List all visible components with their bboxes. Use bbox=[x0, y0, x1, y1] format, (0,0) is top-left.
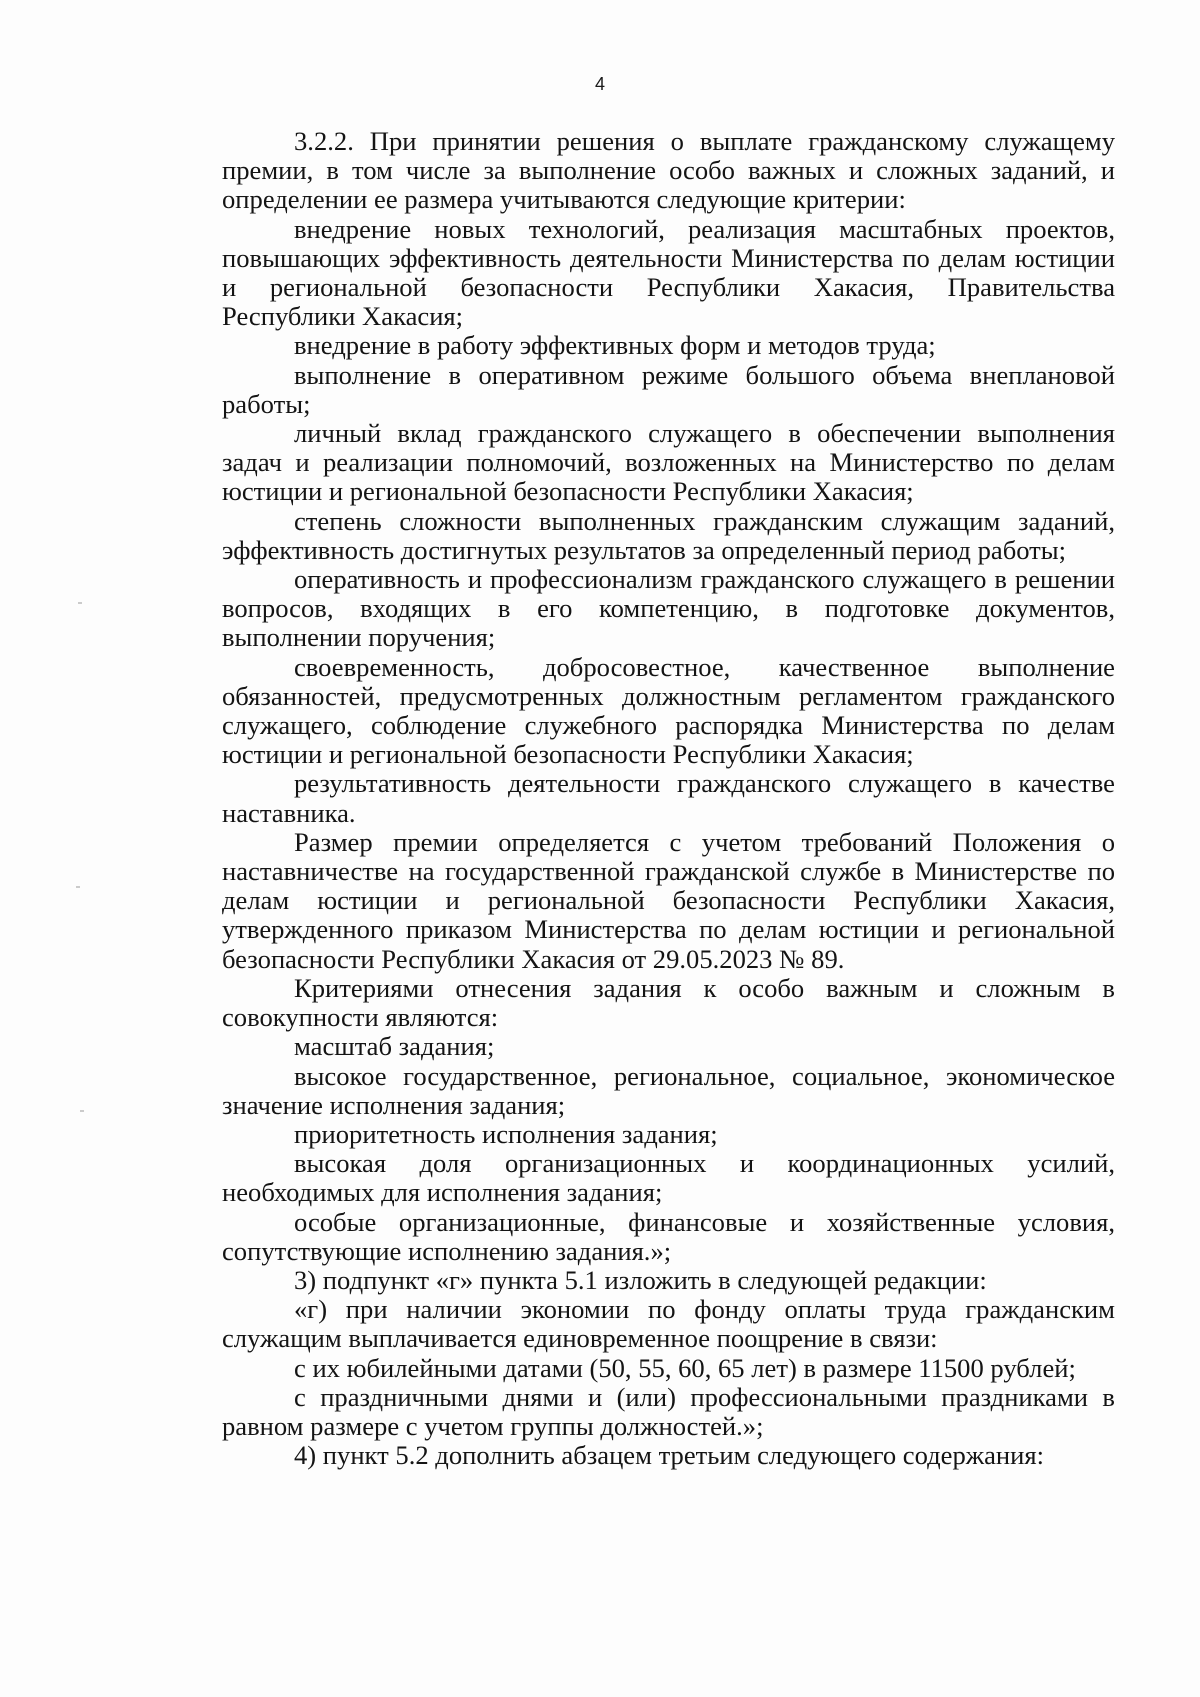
criteria-task-complexity: степень сложности выполненных гражданским служащим заданий, эффективность достигнутых результатов за определенный период работы; bbox=[222, 505, 1115, 565]
scan-speck bbox=[80, 1110, 84, 1112]
amendment-3: 3) подпункт «г» пункта 5.1 изложить в следующей редакции: bbox=[294, 1264, 987, 1295]
document-body bbox=[222, 127, 1115, 1470]
page-number: 4 bbox=[594, 74, 605, 94]
subpoint-g-anniversary: с их юбилейными датами (50, 55, 60, 65 лет) в размере 11500 рублей; bbox=[294, 1352, 1076, 1383]
paragraph-task-criteria-intro: Критериями отнесения задания к особо важным и сложным в совокупности являются: bbox=[222, 972, 1115, 1033]
task-criteria-priority: приоритетность исполнения задания; bbox=[294, 1118, 718, 1149]
criteria-professionalism: оперативность и профессионализм гражданского служащего в решении вопросов, входящих в его компетенцию, в подготовке документов, выполнении поручения; bbox=[222, 564, 1115, 653]
subpoint-g-holidays: с праздничными днями и (или) профессиональными праздниками в равном размере с учетом группы должностей.»; bbox=[222, 1381, 1115, 1441]
paragraph-bonus-size: Размер премии определяется с учетом требований Положения о наставничестве на государственной гражданской службе в Министерстве по делам юстиции и региональной безопасности Республики Хакасия, утвержденного приказом Министерства по делам юстиции и региональной безопасности Республики Хакасия от 29.05.2023 № 89. bbox=[222, 826, 1115, 974]
criteria-new-technologies: внедрение новых технологий, реализация масштабных проектов, повышающих эффективность деятельности Министерства по делам юстиции и региональной безопасности Республики Хакасия, Правительства Республики Хакасия; bbox=[222, 213, 1115, 332]
criteria-personal-contribution: личный вклад гражданского служащего в обеспечении выполнения задач и реализации полномочий, возложенных на Министерство по делам юстиции и региональной безопасности Республики Хакасия; bbox=[222, 418, 1115, 507]
criteria-timeliness: своевременность, добросовестное, качественное выполнение обязанностей, предусмотренных должностным регламентом гражданского служащего, соблюдение служебного распорядка Министерства по делам юстиции и региональной безопасности Республики Хакасия; bbox=[222, 651, 1115, 770]
paragraph-3-2-2: 3.2.2. При принятии решения о выплате гражданскому служащему премии, в том числе за выполнение особо важных и сложных заданий, и определении ее размера учитываются следующие критерии: bbox=[222, 126, 1115, 215]
amendment-4: 4) пункт 5.2 дополнить абзацем третьим следующего содержания: bbox=[294, 1440, 1045, 1471]
scan-speck bbox=[76, 886, 80, 888]
task-criteria-significance: высокое государственное, региональное, социальное, экономическое значение исполнения задания; bbox=[222, 1060, 1115, 1120]
scan-speck bbox=[78, 602, 82, 604]
task-criteria-coordination: высокая доля организационных и координационных усилий, необходимых для исполнения задания; bbox=[222, 1148, 1115, 1208]
task-criteria-conditions: особые организационные, финансовые и хозяйственные условия, сопутствующие исполнению задания.»; bbox=[222, 1206, 1115, 1266]
criteria-mentoring: результативность деятельности гражданского служащего в качестве наставника. bbox=[222, 768, 1115, 828]
criteria-effective-methods: внедрение в работу эффективных форм и методов труда; bbox=[294, 330, 936, 361]
task-criteria-scale: масштаб задания; bbox=[294, 1031, 495, 1062]
criteria-unplanned-work: выполнение в оперативном режиме большого объема внеплановой работы; bbox=[222, 359, 1115, 419]
subpoint-g: «г) при наличии экономии по фонду оплаты труда гражданским служащим выплачивается единовременное поощрение в связи: bbox=[222, 1294, 1115, 1354]
